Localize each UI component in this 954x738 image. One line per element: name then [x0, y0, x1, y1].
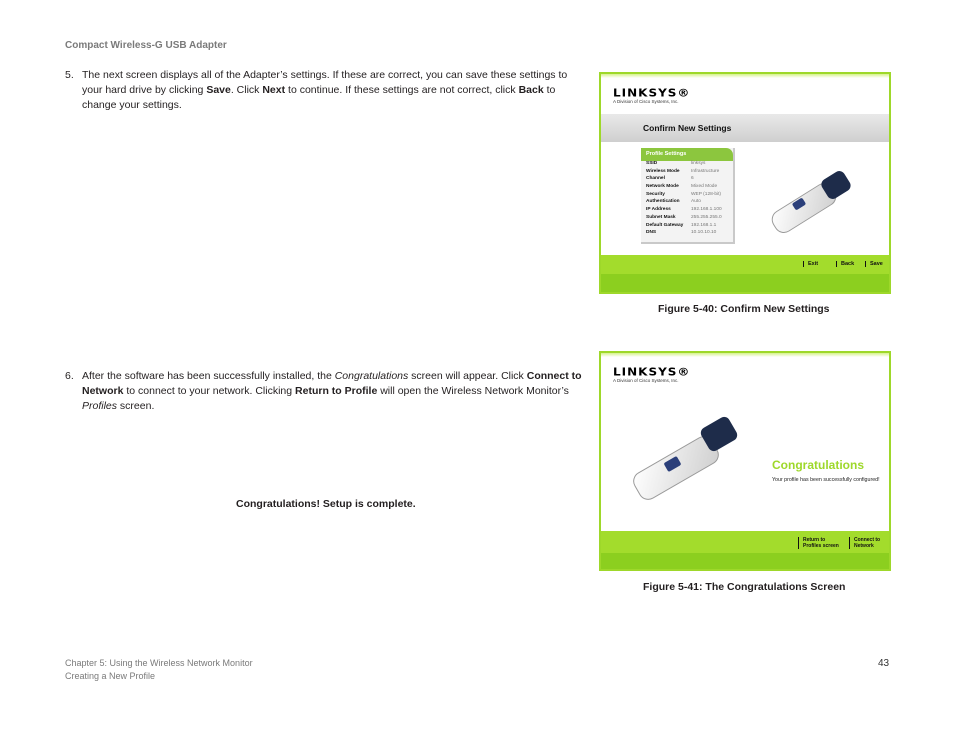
return-term: Return to Profile [295, 385, 378, 397]
return-to-profiles-button[interactable] [798, 537, 839, 549]
save-button[interactable]: Save [865, 261, 883, 267]
profile-value: Auto [691, 199, 701, 205]
profile-row [641, 215, 733, 223]
text-run: to change your settings. [82, 84, 556, 111]
next-term: Next [262, 84, 286, 96]
profile-settings-panel [641, 148, 735, 244]
text-run: The next screen displays all of the Adapter’s settings. If these are correct, you can save these settings to your hard drive by clicking [82, 69, 568, 96]
profile-key: Security [646, 191, 665, 197]
step-text [82, 68, 590, 113]
profile-row [641, 176, 733, 184]
logo-subtitle: A Division of Cisco Systems, Inc. [613, 99, 679, 104]
connect-term: Connect to Network [82, 370, 582, 397]
profile-key: Wireless Mode [646, 168, 680, 174]
profile-row [641, 161, 733, 169]
button-bar [601, 527, 889, 571]
step-6 [65, 369, 590, 414]
page-number: 43 [878, 658, 890, 669]
profile-value: 6 [691, 176, 694, 182]
profile-key: Authentication [646, 199, 680, 205]
top-gradient [601, 74, 889, 78]
profile-value: linksys [691, 161, 706, 166]
profile-key: DNS [646, 230, 657, 236]
congratulations-term: Congratulations [334, 370, 409, 382]
text-run: to connect to your network. Clicking [123, 385, 296, 397]
profile-value: 10.10.10.10 [691, 230, 717, 236]
footer-section: Creating a New Profile [65, 671, 156, 681]
step-number: 6. [65, 370, 74, 382]
button-label-line: Connect to [854, 537, 881, 543]
usb-adapter-image [769, 174, 859, 234]
profile-key: Network Mode [646, 184, 679, 190]
linksys-logo: LINKSYS® [613, 86, 691, 100]
figure-caption: Figure 5-40: Confirm New Settings [658, 303, 830, 315]
profile-row [641, 199, 733, 207]
step-number: 5. [65, 69, 74, 81]
save-term: Save [206, 84, 231, 96]
profile-key: IP Address [646, 207, 671, 213]
profile-row [641, 230, 733, 238]
profile-row [641, 184, 733, 192]
usb-adapter-image [631, 419, 741, 499]
text-run: will open the Wireless Network Monitor’s [377, 385, 569, 397]
logo-subtitle: A Division of Cisco Systems, Inc. [613, 378, 679, 383]
text-run: . Click [230, 84, 263, 96]
text-run: to continue. If these settings are not correct, click [285, 84, 519, 96]
profile-value: Infrastructure [691, 168, 720, 174]
text-run: After the software has been successfully installed, the [82, 370, 335, 382]
profiles-term: Profiles [82, 400, 118, 412]
profile-value: 255.255.255.0 [691, 214, 722, 220]
profile-key: SSID [646, 161, 658, 166]
linksys-logo: LINKSYS® [613, 365, 691, 379]
bottom-strip [601, 553, 889, 571]
figure-caption: Figure 5-41: The Congratulations Screen [643, 581, 846, 593]
running-header: Compact Wireless-G USB Adapter [65, 40, 227, 51]
profile-rows [641, 161, 733, 238]
profile-settings-title: Profile Settings [641, 148, 733, 161]
footer-chapter: Chapter 5: Using the Wireless Network Monitor [65, 658, 253, 668]
exit-button[interactable]: Exit [803, 261, 818, 267]
button-label-line: Return to [803, 537, 826, 543]
top-gradient [601, 353, 889, 357]
figure-congratulations [599, 351, 891, 571]
profile-value: WEP (128-bit) [691, 191, 722, 197]
button-bar [601, 254, 889, 294]
profile-value: 192.168.1.1 [691, 222, 717, 228]
text-run: screen. [117, 400, 155, 412]
congratulations-message: Your profile has been successfully configured! [772, 477, 880, 483]
back-term: Back [518, 84, 544, 96]
profile-row [641, 207, 733, 215]
heading-band [601, 114, 889, 142]
connect-to-network-button[interactable] [849, 537, 880, 549]
profile-value: Mixed Mode [691, 184, 718, 190]
profile-value: 192.168.1.100 [691, 207, 722, 213]
screen-heading: Confirm New Settings [643, 123, 732, 133]
profile-key: Subnet Mask [646, 214, 676, 220]
bottom-strip [601, 274, 889, 294]
step-text [82, 369, 590, 414]
setup-complete-note: Congratulations! Setup is complete. [236, 498, 416, 510]
profile-key: Default Gateway [646, 222, 684, 228]
figure-confirm-new-settings [599, 72, 891, 294]
button-label-line: Profiles screen [803, 543, 839, 549]
footer [65, 657, 253, 683]
profile-key: Channel [646, 176, 665, 182]
back-button[interactable]: Back [836, 261, 854, 267]
congratulations-title: Congratulations [772, 458, 864, 472]
step-5 [65, 68, 590, 113]
button-label-line: Network [854, 543, 874, 549]
text-run: screen will appear. Click [408, 370, 527, 382]
